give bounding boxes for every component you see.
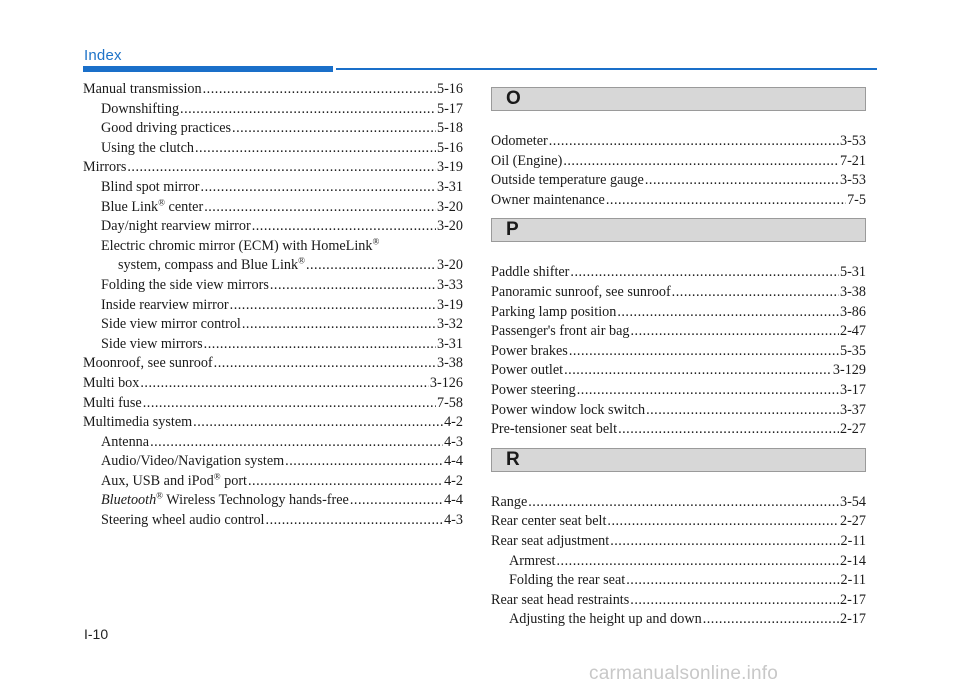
- leader-dots: [557, 552, 839, 572]
- leader-dots: [143, 394, 436, 414]
- entry-text: Parking lamp position: [491, 303, 617, 320]
- leader-dots: [607, 512, 839, 532]
- entry-page: 3-20: [436, 198, 463, 215]
- index-subentry: [83, 315, 463, 335]
- entry-page: 5-16: [436, 81, 463, 97]
- leader-dots: [180, 100, 436, 120]
- entry-text-main: system, compass and Blue Link: [118, 257, 299, 274]
- leader-dots: [350, 491, 443, 511]
- index-entry: [491, 591, 866, 611]
- entry-text: Audio/Video/Navigation system: [101, 453, 285, 470]
- registered-mark: ®: [372, 236, 380, 247]
- entry-text-rest: port: [220, 472, 247, 489]
- leader-dots: [127, 158, 436, 178]
- entry-page: 2-47: [839, 323, 866, 340]
- entry-text: Downshifting: [101, 100, 180, 117]
- index-entry: [491, 342, 866, 362]
- entry-text: Inside rearview mirror: [101, 296, 229, 313]
- leader-dots: [645, 171, 839, 191]
- entry-text: Outside temperature gauge: [491, 172, 644, 189]
- watermark-text: carmanualsonline.info: [589, 663, 779, 684]
- entry-text: Multimedia system: [83, 414, 193, 431]
- entry-text: [101, 472, 247, 492]
- entry-text-rest: Wireless Technology hands-free: [163, 492, 349, 509]
- index-subentry: [83, 119, 463, 139]
- index-entry: [491, 361, 866, 381]
- entry-text-main: Blue Link: [101, 198, 159, 215]
- leader-dots: [266, 511, 444, 531]
- index-entry: [491, 283, 866, 303]
- entry-text: Passenger's front air bag: [491, 323, 630, 340]
- entry-page: 4-4: [444, 453, 463, 470]
- entry-text-main: Bluetooth: [101, 492, 157, 509]
- index-subentry: [83, 178, 463, 198]
- section-letter: P: [506, 219, 519, 241]
- entry-text: Multi box: [83, 374, 140, 391]
- entry-text-rest: center: [164, 198, 204, 215]
- header-title: Index: [84, 47, 122, 64]
- entry-page: 3-126: [429, 374, 463, 391]
- registered-mark: ®: [298, 255, 305, 266]
- entry-page: 2-27: [839, 513, 866, 530]
- entry-text: Adjusting the height up and down: [509, 611, 702, 628]
- index-entry: [491, 420, 866, 440]
- leader-dots: [150, 433, 443, 453]
- entry-text: Rear seat head restraints: [491, 591, 630, 608]
- entry-text: Side view mirrors: [101, 335, 203, 352]
- page-number: I-10: [84, 626, 109, 642]
- entry-text: Side view mirror control: [101, 316, 241, 333]
- leader-dots: [570, 263, 839, 283]
- entry-text: Rear center seat belt: [491, 513, 607, 530]
- entry-text: [101, 198, 203, 218]
- leader-dots: [569, 342, 839, 362]
- index-entry: [83, 374, 463, 394]
- entry-text: [101, 491, 349, 511]
- index-column-right: [491, 80, 866, 630]
- registered-mark: ®: [156, 490, 164, 501]
- index-entry: [83, 394, 463, 414]
- entry-page: 3-53: [839, 133, 866, 149]
- leader-dots: [230, 296, 436, 316]
- index-subentry: [83, 335, 463, 355]
- entry-page: 3-33: [436, 276, 463, 293]
- index-subentry: [83, 139, 463, 159]
- entry-text: Moonroof, see sunroof: [83, 355, 213, 372]
- entry-text: Paddle shifter: [491, 264, 570, 281]
- leader-dots: [204, 198, 436, 218]
- entry-page: 3-20: [436, 257, 463, 274]
- entry-page: 3-20: [436, 218, 463, 235]
- entry-text: Rear seat adjustment: [491, 532, 610, 549]
- entry-page: 4-2: [444, 414, 463, 431]
- leader-dots: [193, 413, 443, 433]
- leader-dots: [270, 276, 436, 296]
- entry-page: 3-19: [436, 296, 463, 313]
- index-entry: [83, 80, 463, 100]
- entry-page: 7-58: [436, 394, 463, 411]
- index-entry: [83, 158, 463, 178]
- entry-page: 7-21: [839, 152, 866, 169]
- entry-text: Power steering: [491, 381, 576, 398]
- letter-section-header: [491, 218, 866, 242]
- entry-text: Folding the side view mirrors: [101, 276, 269, 293]
- index-column-left: [83, 80, 463, 531]
- index-entry: [491, 532, 866, 552]
- letter-section-header: [491, 87, 866, 111]
- index-subentry: [491, 571, 866, 591]
- leader-dots: [610, 532, 839, 552]
- entry-text: Power window lock switch: [491, 401, 646, 418]
- header-accent-bar: [83, 66, 333, 72]
- index-subentry: [83, 100, 463, 120]
- index-entry: [491, 171, 866, 191]
- index-subentry: [83, 198, 463, 218]
- entry-page: 3-86: [839, 303, 866, 320]
- section-letter: O: [506, 88, 521, 109]
- index-entry: [491, 381, 866, 401]
- index-subentry: [83, 472, 463, 492]
- entry-page: 2-11: [840, 532, 866, 549]
- index-subentry: [83, 452, 463, 472]
- entry-page: 3-129: [832, 362, 866, 379]
- index-subentry-continuation: [83, 256, 463, 276]
- entry-page: 4-4: [444, 492, 463, 509]
- entry-page: 5-18: [436, 120, 463, 137]
- leader-dots: [563, 152, 839, 172]
- registered-mark: ®: [213, 471, 221, 482]
- entry-page: 4-3: [444, 512, 463, 529]
- entry-text: Day/night rearview mirror: [101, 218, 251, 235]
- leader-dots: [214, 354, 436, 374]
- index-subentry: [83, 511, 463, 531]
- leader-dots: [703, 610, 839, 630]
- entry-text: Mirrors: [83, 159, 127, 176]
- entry-page: 3-37: [839, 401, 866, 418]
- index-entry: [491, 263, 866, 283]
- index-subentry-line: [83, 237, 463, 257]
- entry-page: 3-38: [436, 355, 463, 372]
- entry-page: 3-31: [436, 178, 463, 195]
- index-entry: [491, 401, 866, 421]
- entry-page: 2-17: [839, 591, 866, 608]
- entry-page: 3-17: [839, 381, 866, 398]
- entry-text: Range: [491, 493, 528, 510]
- entry-text: Power brakes: [491, 342, 568, 359]
- leader-dots: [306, 256, 436, 276]
- entry-page: 3-31: [436, 335, 463, 352]
- entry-text: Oil (Engine): [491, 152, 563, 169]
- leader-dots: [203, 80, 436, 100]
- leader-dots: [646, 401, 839, 421]
- entry-text: Owner maintenance: [491, 191, 605, 208]
- entry-text-main: Aux, USB and iPod: [101, 472, 214, 489]
- entry-page: 3-32: [436, 316, 463, 333]
- entry-page: 2-14: [839, 552, 866, 569]
- entry-page: 2-27: [839, 421, 866, 438]
- index-subentry: [83, 296, 463, 316]
- entry-page: 5-35: [839, 342, 866, 359]
- entry-page: 2-17: [839, 611, 866, 628]
- leader-dots: [672, 283, 839, 303]
- entry-page: 5-31: [839, 264, 866, 281]
- section-letter: R: [506, 448, 520, 470]
- leader-dots: [617, 303, 839, 323]
- entry-page: 3-54: [839, 493, 866, 510]
- leader-dots: [528, 493, 839, 513]
- header-rule: [336, 68, 877, 70]
- entry-text: Blind spot mirror: [101, 178, 200, 195]
- entry-text-main: Electric chromic mirror (ECM) with HomeLink: [101, 237, 373, 254]
- entry-text: Power outlet: [491, 362, 564, 379]
- leader-dots: [606, 191, 846, 211]
- entry-text: Armrest: [509, 552, 556, 569]
- leader-dots: [549, 132, 839, 152]
- entry-page: 4-2: [444, 472, 463, 489]
- entry-text: Using the clutch: [101, 139, 194, 156]
- registered-mark: ®: [158, 196, 165, 207]
- index-subentry: [83, 491, 463, 511]
- leader-dots: [626, 571, 839, 591]
- leader-dots: [140, 374, 429, 394]
- index-subentry: [83, 433, 463, 453]
- leader-dots: [630, 591, 839, 611]
- letter-section-header: [491, 448, 866, 472]
- leader-dots: [564, 361, 832, 381]
- leader-dots: [204, 335, 436, 355]
- leader-dots: [201, 178, 436, 198]
- index-subentry: [83, 217, 463, 237]
- index-entry: [83, 354, 463, 374]
- leader-dots: [630, 322, 839, 342]
- entry-text: Multi fuse: [83, 394, 142, 411]
- entry-page: 5-16: [436, 139, 463, 156]
- entry-page: 2-11: [840, 572, 866, 589]
- index-entry: [491, 152, 866, 172]
- leader-dots: [232, 119, 436, 139]
- entry-page: 4-3: [444, 433, 463, 450]
- entry-page: 3-38: [839, 283, 866, 300]
- index-entry: [491, 493, 866, 513]
- entry-text: Antenna: [101, 433, 150, 450]
- entry-text: Manual transmission: [83, 81, 202, 97]
- index-entry: [491, 191, 866, 211]
- leader-dots: [195, 139, 436, 159]
- index-entry: [83, 413, 463, 433]
- entry-text: Pre-tensioner seat belt: [491, 421, 618, 438]
- entry-text: Panoramic sunroof, see sunroof: [491, 283, 671, 300]
- index-subentry: [83, 276, 463, 296]
- entry-text: Odometer: [491, 133, 548, 149]
- leader-dots: [242, 315, 436, 335]
- leader-dots: [252, 217, 436, 237]
- entry-text: [118, 256, 305, 276]
- entry-page: 3-53: [839, 172, 866, 189]
- leader-dots: [248, 472, 443, 492]
- entry-text: Steering wheel audio control: [101, 512, 265, 529]
- entry-text: Folding the rear seat: [509, 572, 626, 589]
- index-subentry: [491, 552, 866, 572]
- leader-dots: [285, 452, 443, 472]
- index-entry: [491, 132, 866, 152]
- index-entry: [491, 512, 866, 532]
- entry-page: 5-17: [436, 100, 463, 117]
- leader-dots: [577, 381, 839, 401]
- index-entry: [491, 303, 866, 323]
- entry-page: 3-19: [436, 159, 463, 176]
- entry-text: Good driving practices: [101, 120, 232, 137]
- index-entry: [491, 322, 866, 342]
- entry-page: 7-5: [847, 191, 866, 208]
- leader-dots: [618, 420, 839, 440]
- index-subentry: [491, 610, 866, 630]
